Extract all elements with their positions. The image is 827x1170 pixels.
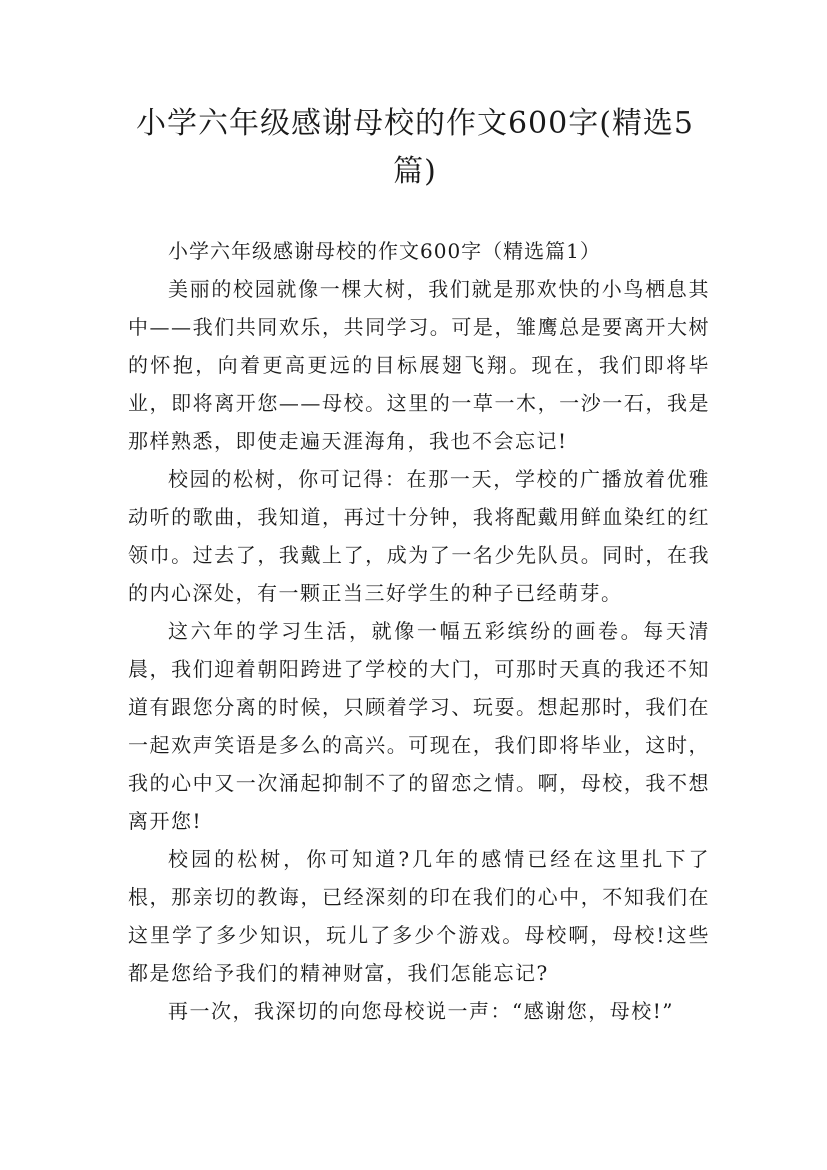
document-body — [128, 232, 710, 1030]
paragraph: 美丽的校园就像一棵大树，我们就是那欢快的小鸟栖息其中——我们共同欢乐，共同学习。可是，雏鹰总是要离开大树的怀抱，向着更高更远的目标展翅飞翔。现在，我们即将毕业，即将离开您——母校。这里的一草一木，一沙一石，我是那样熟悉，即使走遍天涯海角，我也不会忘记! — [128, 277, 710, 453]
paragraph: 校园的松树，你可知道?几年的感情已经在这里扎下了根，那亲切的教诲，已经深刻的印在我们的心中，不知我们在这里学了多少知识，玩儿了多少个游戏。母校啊，母校!这些都是您给予我们的精神财富，我们怎能忘记? — [128, 847, 710, 985]
paragraph: 再一次，我深切的向您母校说一声：“感谢您，母校!” — [168, 999, 674, 1023]
paragraph: 校园的松树，你可记得：在那一天，学校的广播放着优雅动听的歌曲，我知道，再过十分钟，我将配戴用鲜血染红的红领巾。过去了，我戴上了，成为了一名少先队员。同时，在我的内心深处，有一颗正当三好学生的种子已经萌芽。 — [128, 467, 710, 605]
document-title: 小学六年级感谢母校的作文600字(精选5篇) — [135, 106, 695, 189]
section-heading: 小学六年级感谢母校的作文600字（精选篇1） — [168, 239, 601, 263]
paragraph: 这六年的学习生活，就像一幅五彩缤纷的画卷。每天清晨，我们迎着朝阳跨进了学校的大门，可那时天真的我还不知道有跟您分离的时候，只顾着学习、玩耍。想起那时，我们在一起欢声笑语是多么的高兴。可现在，我们即将毕业，这时，我的心中又一次涌起抑制不了的留恋之情。啊，母校，我不想离开您! — [128, 619, 710, 833]
